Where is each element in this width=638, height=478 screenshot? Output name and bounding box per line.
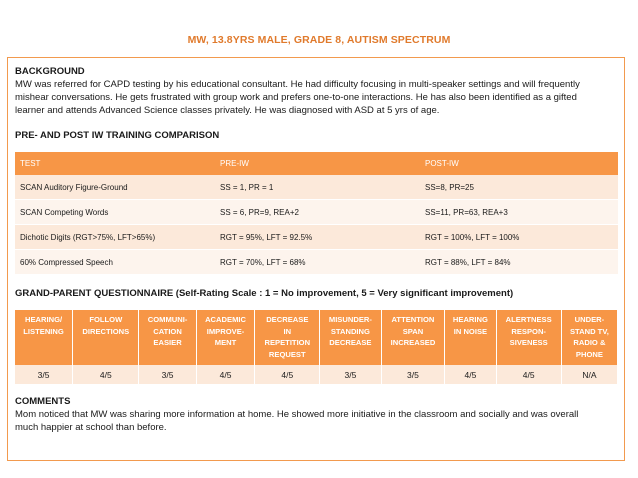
questionnaire-table (15, 310, 618, 384)
questionnaire-header-cell (496, 310, 561, 365)
background-heading: BACKGROUND (15, 66, 85, 77)
content-area (15, 65, 620, 434)
questionnaire-header-cell (73, 310, 139, 365)
questionnaire-header-line: EASIER (153, 338, 182, 347)
questionnaire-header-cell (445, 310, 496, 365)
questionnaire-header-cell (139, 310, 196, 365)
table-row (15, 175, 618, 200)
questionnaire-header-line: RESPON- (511, 326, 546, 336)
questionnaire-value-cell: 3/5 (15, 365, 73, 384)
test-name-cell: SCAN Competing Words (15, 200, 215, 225)
questionnaire-value-cell: 4/5 (196, 365, 255, 384)
questionnaire-header-cell (15, 310, 73, 365)
questionnaire-value-cell: 3/5 (381, 365, 445, 384)
questionnaire-header-cell (561, 310, 617, 365)
questionnaire-header-line: IN NOISE (453, 326, 488, 336)
table-header-row (15, 152, 618, 175)
header-test: TEST (15, 152, 215, 175)
comments-heading: COMMENTS (15, 396, 71, 407)
questionnaire-header-line: STANDING (330, 326, 370, 336)
questionnaire-header-line: UNDER- (574, 315, 605, 324)
table-row (15, 250, 618, 275)
comments-line: Mom noticed that MW was sharing more information at home. He showed more initiative in the classroom and socially and was overall (15, 409, 579, 420)
questionnaire-heading: GRAND-PARENT QUESTIONNAIRE (Self-Rating Scale : 1 = No improvement, 5 = Very significant improvement) (15, 288, 514, 299)
questionnaire-header-line: REPETITION (264, 338, 311, 347)
questionnaire-header-line: HEARING (452, 315, 488, 324)
questionnaire-header-cell (255, 310, 320, 365)
questionnaire-header-line: IMPROVE- (206, 326, 245, 336)
header-post-iw: POST-IW (420, 152, 618, 175)
test-name-cell: Dichotic Digits (RGT>75%, LFT>65%) (15, 225, 215, 250)
questionnaire-header-line: SPAN (402, 326, 424, 336)
background-line: learner and attends Advanced Science classes privately. He was diagnosed with ASD at 5 yrs of age. (15, 105, 440, 116)
questionnaire-header-line: ACADEMIC (205, 315, 246, 324)
comparison-heading: PRE- AND POST IW TRAINING COMPARISON (15, 130, 220, 141)
questionnaire-header-line: COMMUNI- (147, 315, 188, 324)
header-pre-iw: PRE-IW (215, 152, 420, 175)
questionnaire-header-line: MENT (214, 338, 237, 347)
pre-iw-cell: SS = 6, PR=9, REA+2 (215, 200, 420, 225)
comparison-table (15, 152, 618, 275)
questionnaire-header-line: MISUNDER- (328, 315, 372, 324)
page-title: MW, 13.8YRS MALE, GRADE 8, AUTISM SPECTRUM (187, 34, 451, 46)
questionnaire-header-line: ATTENTION (391, 315, 435, 324)
pre-iw-cell: RGT = 95%, LFT = 92.5% (215, 225, 420, 250)
pre-iw-cell: SS = 1, PR = 1 (215, 175, 420, 200)
pre-iw-cell: RGT = 70%, LFT = 68% (215, 250, 420, 275)
questionnaire-header-line: DECREASE (266, 315, 309, 324)
questionnaire-value-cell: 3/5 (320, 365, 381, 384)
questionnaire-header-line: RADIO & (573, 338, 606, 347)
questionnaire-header-line: HEARING/ (24, 315, 63, 324)
test-name-cell: SCAN Auditory Figure-Ground (15, 175, 215, 200)
questionnaire-header-line: INCREASED (390, 338, 436, 347)
questionnaire-header-line: REQUEST (268, 349, 306, 359)
comments-line: much happier at school than before. (15, 422, 167, 433)
questionnaire-value-cell: N/A (561, 365, 617, 384)
questionnaire-header-row (15, 310, 618, 365)
test-name-cell: 60% Compressed Speech (15, 250, 215, 275)
questionnaire-value-cell: 3/5 (139, 365, 196, 384)
questionnaire-header-line: CATION (153, 326, 182, 336)
background-line: MW was referred for CAPD testing by his educational consultant. He had difficulty focusing in multi-speaker settings and will frequently (15, 79, 580, 90)
questionnaire-header-line: DECREASE (329, 338, 372, 347)
questionnaire-header-line: DIRECTIONS (82, 326, 130, 336)
post-iw-cell: SS=8, PR=25 (420, 175, 618, 200)
questionnaire-header-line: STAND TV, (569, 326, 609, 336)
questionnaire-value-cell: 4/5 (445, 365, 496, 384)
questionnaire-header-cell (196, 310, 255, 365)
questionnaire-header-line: SIVENESS (509, 338, 548, 347)
questionnaire-values-row (15, 365, 618, 384)
questionnaire-header-cell (320, 310, 381, 365)
questionnaire-header-line: FOLLOW (89, 315, 123, 324)
questionnaire-value-cell: 4/5 (255, 365, 320, 384)
questionnaire-header-line: ALERTNESS (505, 315, 552, 324)
post-iw-cell: RGT = 100%, LFT = 100% (420, 225, 618, 250)
questionnaire-header-line: IN (283, 326, 292, 336)
table-row (15, 200, 618, 225)
post-iw-cell: SS=11, PR=63, REA+3 (420, 200, 618, 225)
questionnaire-header-line: LISTENING (23, 326, 64, 336)
questionnaire-header-cell (381, 310, 445, 365)
questionnaire-value-cell: 4/5 (73, 365, 139, 384)
questionnaire-header-line: PHONE (575, 349, 603, 359)
questionnaire-value-cell: 4/5 (496, 365, 561, 384)
background-line: mishear conversations. He gets frustrated with group work and prefers one-to-one interactions. He has also been identified as a gifted (15, 92, 577, 103)
post-iw-cell: RGT = 88%, LFT = 84% (420, 250, 618, 275)
table-row (15, 225, 618, 250)
